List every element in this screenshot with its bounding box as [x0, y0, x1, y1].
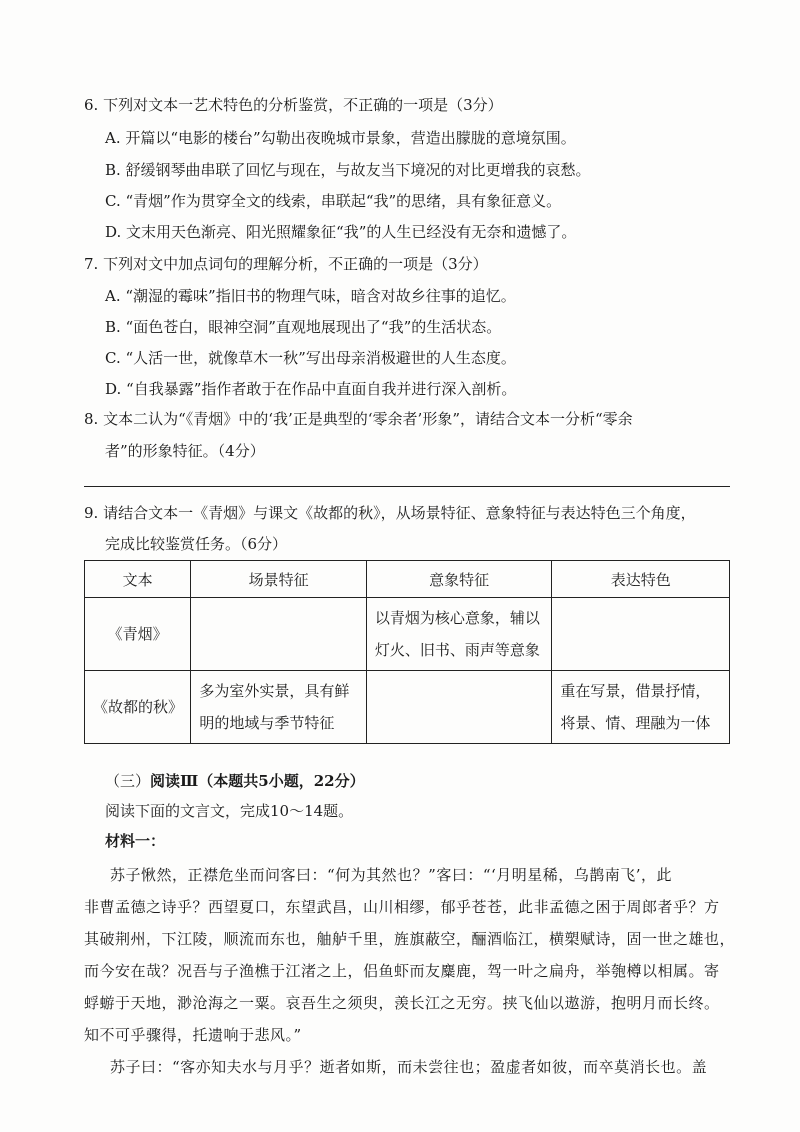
q7-option-b: B. “面色苍白，眼神空洞”直观地展现出了“我”的生活状态。 — [105, 318, 502, 336]
section-heading — [105, 770, 365, 791]
section-heading-prefix: （三） — [105, 772, 151, 790]
row2-scene-line2: 明的地域与季节特征 — [199, 714, 335, 732]
q9-stem-line1: 9. 请结合文本一《青烟》与课文《故都的秋》，从场景特征、意象特征与表达特色三个角度， — [84, 504, 696, 522]
answer-line — [84, 486, 730, 487]
header-expression: 表达特色 — [552, 561, 730, 598]
row1-scene-cell[interactable] — [191, 598, 367, 671]
q7-option-a: A. “潮湿的霉味”指旧书的物理气味，暗含对故乡往事的追忆。 — [105, 287, 516, 305]
row1-imagery — [366, 598, 551, 671]
row1-imagery-line1: 以青烟为核心意象，辅以 — [374, 609, 540, 627]
q6-option-a: A. 开篇以“电影的楼台”勾勒出夜晚城市景象，营造出朦胧的意境氛围。 — [105, 129, 576, 147]
row1-imagery-line2: 灯火、旧书、雨声等意象 — [374, 641, 540, 659]
passage-line: 而今安在哉？况吾与子渔樵于江渚之上，侣鱼虾而友麋鹿，驾一叶之扁舟，举匏樽以相属。寄 — [84, 962, 720, 980]
row2-expression-line2: 将景、情、理融为一体 — [560, 714, 711, 732]
q7-stem: 7. 下列对文中加点词句的理解分析，不正确的一项是（3分） — [84, 255, 488, 273]
row2-expression — [552, 671, 730, 744]
q8-stem-line2: 者”的形象特征。（4分） — [105, 442, 265, 460]
q6-option-b: B. 舒缓钢琴曲串联了回忆与现在，与故友当下境况的对比更增我的哀愁。 — [105, 161, 591, 179]
section-instruction: 阅读下面的文言文，完成10～14题。 — [105, 802, 354, 820]
header-text: 文本 — [85, 561, 191, 598]
row2-text: 《故都的秋》 — [85, 671, 191, 744]
row2-scene — [191, 671, 367, 744]
passage-line: 苏子愀然，正襟危坐而问客曰：“何为其然也？”客曰：“‘月明星稀，乌鹊南飞’，此 — [110, 866, 673, 884]
table-row — [85, 598, 730, 671]
q7-option-c: C. “人活一世，就像草木一秋”写出母亲消极避世的人生态度。 — [105, 349, 516, 367]
q8-stem-line1: 8. 文本二认为“《青烟》中的‘我’正是典型的‘零余者’形象”，请结合文本一分析“零余 — [84, 410, 633, 428]
comparison-table — [84, 560, 730, 744]
material-label: 材料一： — [105, 832, 166, 850]
q6-stem: 6. 下列对文本一艺术特色的分析鉴赏，不正确的一项是（3分） — [84, 96, 503, 114]
row1-expression-cell[interactable] — [552, 598, 730, 671]
table-row — [85, 671, 730, 744]
section-heading-title: 阅读Ⅲ（本题共5小题，22分） — [150, 772, 365, 790]
passage-line: 知不可乎骤得，托遗响于悲风。” — [84, 1026, 302, 1044]
q7-option-d: D. “自我暴露”指作者敢于在作品中直面自我并进行深入剖析。 — [105, 380, 517, 398]
header-imagery: 意象特征 — [366, 561, 551, 598]
passage-line: 其破荆州，下江陵，顺流而东也，舳舻千里，旌旗蔽空，酾酒临江，横槊赋诗，固一世之雄也， — [84, 930, 736, 948]
row2-expression-line1: 重在写景，借景抒情， — [560, 682, 711, 700]
passage-line: 蜉蝣于天地，渺沧海之一粟。哀吾生之须臾，羡长江之无穷。挟飞仙以遨游，抱明月而长终。 — [84, 994, 720, 1012]
row2-scene-line1: 多为室外实景，具有鲜 — [199, 682, 350, 700]
q9-stem-line2: 完成比较鉴赏任务。（6分） — [105, 535, 288, 553]
passage-line: 苏子曰：“客亦知夫水与月乎？逝者如斯，而未尝往也；盈虚者如彼，而卒莫消长也。盖 — [110, 1058, 708, 1076]
passage-line: 非曹孟德之诗乎？西望夏口，东望武昌，山川相缪，郁乎苍苍，此非孟德之困于周郎者乎？方 — [84, 898, 720, 916]
q6-option-c: C. “青烟”作为贯穿全文的线索，串联起“我”的思绪，具有象征意义。 — [105, 192, 562, 210]
row1-text[interactable]: 《青烟》 — [85, 598, 191, 671]
q6-option-d: D. 文末用天色渐亮、阳光照耀象征“我”的人生已经没有无奈和遗憾了。 — [105, 223, 577, 241]
row2-imagery-cell[interactable] — [366, 671, 551, 744]
table-header-row — [85, 561, 730, 598]
header-scene: 场景特征 — [191, 561, 367, 598]
